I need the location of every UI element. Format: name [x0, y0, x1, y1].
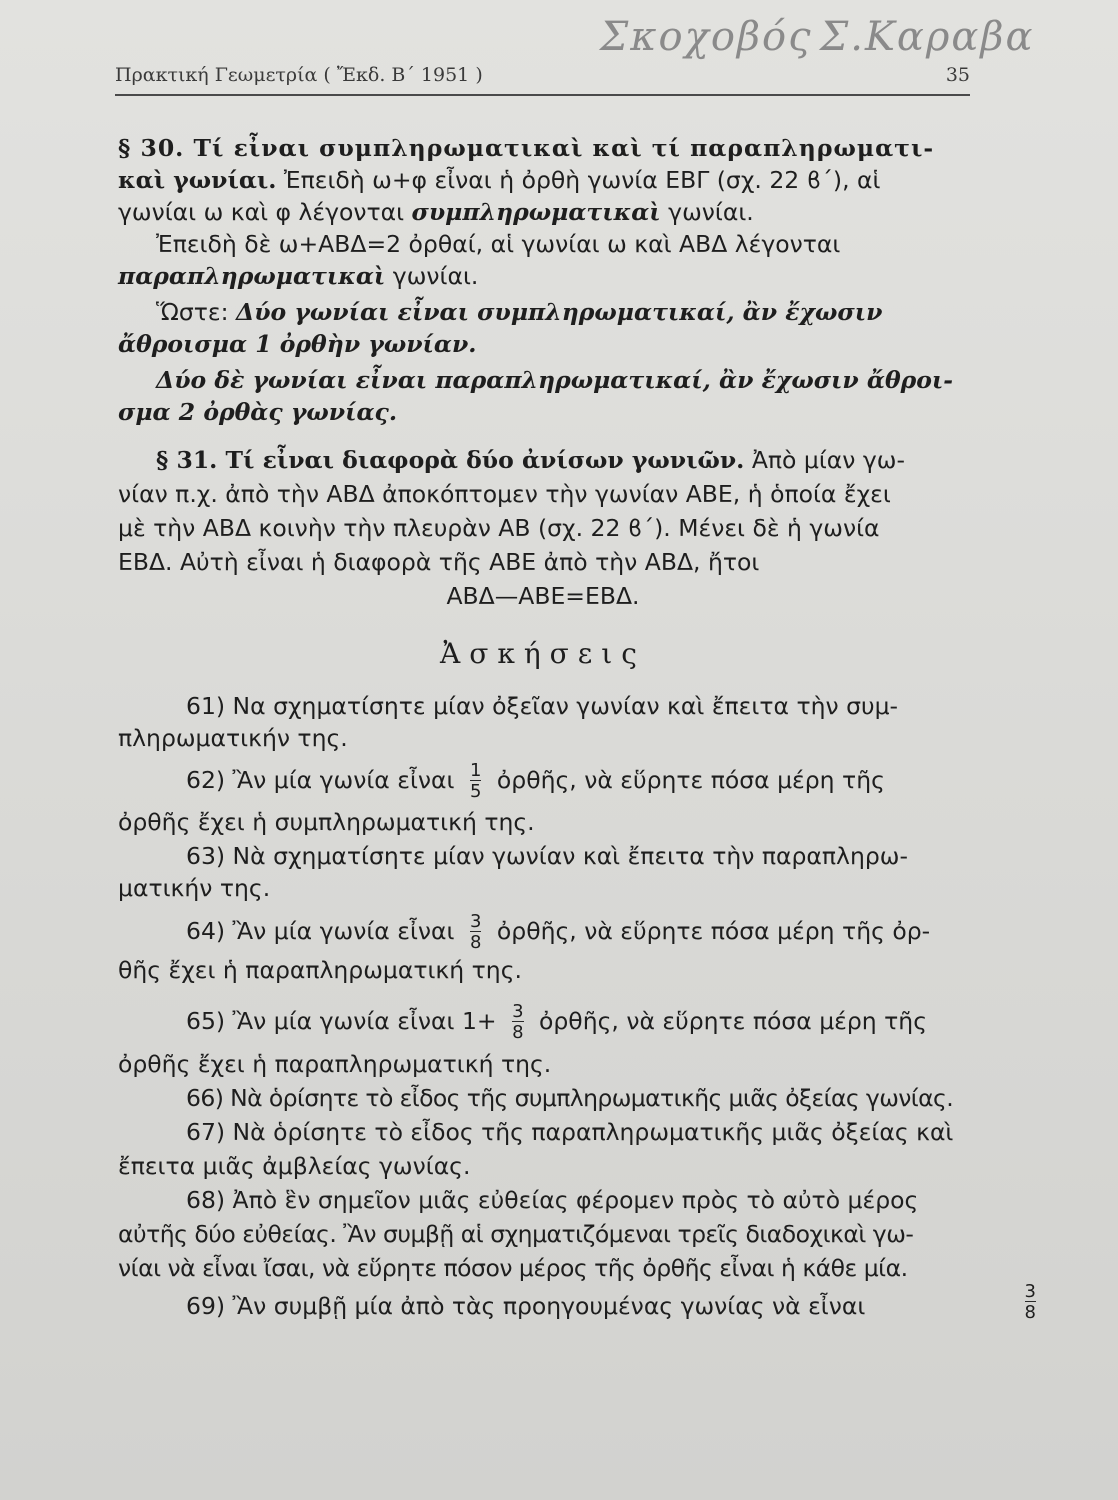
exercise-67: 67) Νὰ ὁρίσητε τὸ εἶδος τῆς παραπληρωματικῆς μιᾶς ὀξείας καὶ — [186, 1118, 954, 1146]
exercise-63-cont: ματικήν της. — [118, 874, 271, 902]
text-span: 62) Ἂν μία γωνία εἶναι — [186, 766, 455, 794]
fraction — [470, 913, 481, 952]
section-31-line: μὲ τὴν ΑΒΔ κοινὴν τὴν πλευρὰν ΑΒ (σχ. 22 ϐ΄). Μένει δὲ ἡ γωνία — [118, 514, 880, 542]
text-span: ὀρθῆς, νὰ εὕρητε πόσα μέρη τῆς — [496, 766, 885, 794]
exercise-68-cont: αὐτῆς δύο εὐθείας. Ἂν συμβῇ αἱ σχηματιζόμεναι τρεῖς διαδοχικαὶ γω- — [118, 1220, 914, 1248]
fraction-denominator: 5 — [469, 781, 482, 802]
fraction — [512, 1003, 523, 1042]
exercise-63: 63) Νὰ σχηματίσητε μίαν γωνίαν καὶ ἔπειτα τὴν παραπληρω- — [186, 842, 908, 870]
text-span: Ἐπειδὴ ω+φ εἶναι ἡ ὀρθὴ γωνία ΕΒΓ (σχ. 22 ϐ΄), αἱ — [276, 166, 881, 194]
term-complementary: συμπληρωματικαὶ — [411, 198, 661, 226]
text-span: Ὥστε: — [156, 298, 236, 326]
section-30-line: Ἐπειδὴ δὲ ω+ΑΒΔ=2 ὀρθαί, αἱ γωνίαι ω καὶ ΑΒΔ λέγονται — [156, 230, 841, 258]
running-header — [115, 64, 970, 86]
handwritten-note-left: Σκοχοβός — [600, 14, 813, 60]
section-31-line — [118, 445, 1006, 475]
page-number: 35 — [945, 64, 970, 86]
fraction-denominator: 8 — [469, 932, 482, 953]
section-30-line — [118, 197, 968, 227]
fraction — [470, 762, 481, 801]
section-31-line: ΕΒΔ. Αὐτὴ εἶναι ἡ διαφορὰ τῆς ΑΒΕ ἀπὸ τὴν ΑΒΔ, ἤτοι — [118, 548, 760, 576]
section-30-heading-end: καὶ γωνίαι. — [118, 166, 277, 194]
section-30-line — [118, 165, 968, 195]
section-30-heading: § 30. Τί εἶναι συμπληρωματικαὶ καὶ τί παραπληρωματι- — [118, 134, 935, 162]
rule-line: σμα 2 ὀρθὰς γωνίας. — [118, 398, 398, 426]
exercise-62-cont: ὀρθῆς ἔχει ἡ συμπληρωματική της. — [118, 808, 535, 836]
fraction-denominator: 8 — [1024, 1302, 1036, 1323]
text-span: γωνίαι. — [385, 262, 479, 290]
handwritten-note-right: Σ.Καραβα — [820, 14, 1035, 60]
running-title: Πρακτική Γεωμετρία ( Ἔκδ. Β΄ 1951 ) — [115, 64, 483, 86]
exercise-68: 68) Ἀπὸ ἓν σημεῖον μιᾶς εὐθείας φέρομεν πρὸς τὸ αὐτὸ μέρος — [186, 1186, 919, 1214]
fraction-denominator: 8 — [512, 1022, 524, 1043]
rule-text: Δύο γωνίαι εἶναι συμπληρωματικαί, ἂν ἔχωσιν — [235, 298, 883, 326]
text-span: 69) Ἂν συμβῇ μία ἀπὸ τὰς προηγουμένας γωνίας νὰ εἶναι — [186, 1292, 866, 1320]
exercise-68-cont: νίαι νὰ εἶναι ἴσαι, νὰ εὕρητε πόσον μέρος τῆς ὀρθῆς εἶναι ἡ κάθε μία. — [118, 1254, 908, 1282]
header-rule — [115, 94, 970, 96]
exercise-69 — [118, 1281, 1036, 1323]
exercise-61-cont: πληρωματικήν της. — [118, 724, 348, 752]
term-supplementary: παραπληρωματικαὶ — [118, 262, 386, 290]
fraction-numerator: 3 — [1024, 1281, 1036, 1302]
text-span: ὀρθῆς, νὰ εὕρητε πόσα μέρη τῆς ὀρ- — [496, 917, 931, 945]
exercise-61: 61) Να σχηματίσητε μίαν ὀξεῖαν γωνίαν καὶ ἔπειτα τὴν συμ- — [186, 692, 898, 720]
rule-line: ἄθροισμα 1 ὀρθὴν γωνίαν. — [118, 330, 477, 358]
text-span: γωνίαι ω καὶ φ λέγονται — [118, 198, 412, 226]
exercise-64-cont: θῆς ἔχει ἡ παραπληρωματική της. — [118, 956, 522, 984]
exercises-heading: Ἀσκήσεις — [440, 637, 646, 670]
fraction-numerator: 3 — [512, 1001, 524, 1022]
text-span: γωνίαι. — [660, 198, 754, 226]
exercise-64 — [118, 913, 1036, 952]
exercise-66: 66) Νὰ ὁρίσητε τὸ εἶδος τῆς συμπληρωματικῆς μιᾶς ὀξείας γωνίας. — [186, 1084, 954, 1112]
rule-line: Δύο δὲ γωνίαι εἶναι παραπληρωματικαί, ἂν ἔχωσιν ἄθροι- — [156, 366, 954, 394]
exercise-67-cont: ἔπειτα μιᾶς ἀμβλείας γωνίας. — [118, 1152, 471, 1180]
text-span: 64) Ἂν μία γωνία εἶναι — [186, 917, 455, 945]
section-31-line: νίαν π.χ. ἀπὸ τὴν ΑΒΔ ἀποκόπτομεν τὴν γωνίαν ΑΒΕ, ἡ ὁποία ἔχει — [118, 480, 891, 508]
exercise-65-cont: ὀρθῆς ἔχει ἡ παραπληρωματική της. — [118, 1050, 552, 1078]
text-span: 65) Ἂν μία γωνία εἶναι 1+ — [186, 1007, 497, 1035]
rule-line — [118, 297, 1006, 327]
text-span: Ἀπὸ μίαν γω- — [744, 446, 905, 474]
fraction-numerator: 3 — [469, 911, 482, 932]
equation: ΑΒΔ—ΑΒΕ=ΕΒΔ. — [446, 582, 640, 610]
fraction-numerator: 1 — [469, 760, 482, 781]
fraction — [1025, 1283, 1036, 1322]
section-30-line — [118, 261, 968, 291]
exercise-62 — [118, 762, 1036, 801]
exercise-65 — [118, 1003, 1036, 1042]
text-span: ὀρθῆς, νὰ εὕρητε πόσα μέρη τῆς — [539, 1007, 927, 1035]
section-31-heading: § 31. Τί εἶναι διαφορὰ δύο ἀνίσων γωνιῶν. — [156, 446, 745, 474]
